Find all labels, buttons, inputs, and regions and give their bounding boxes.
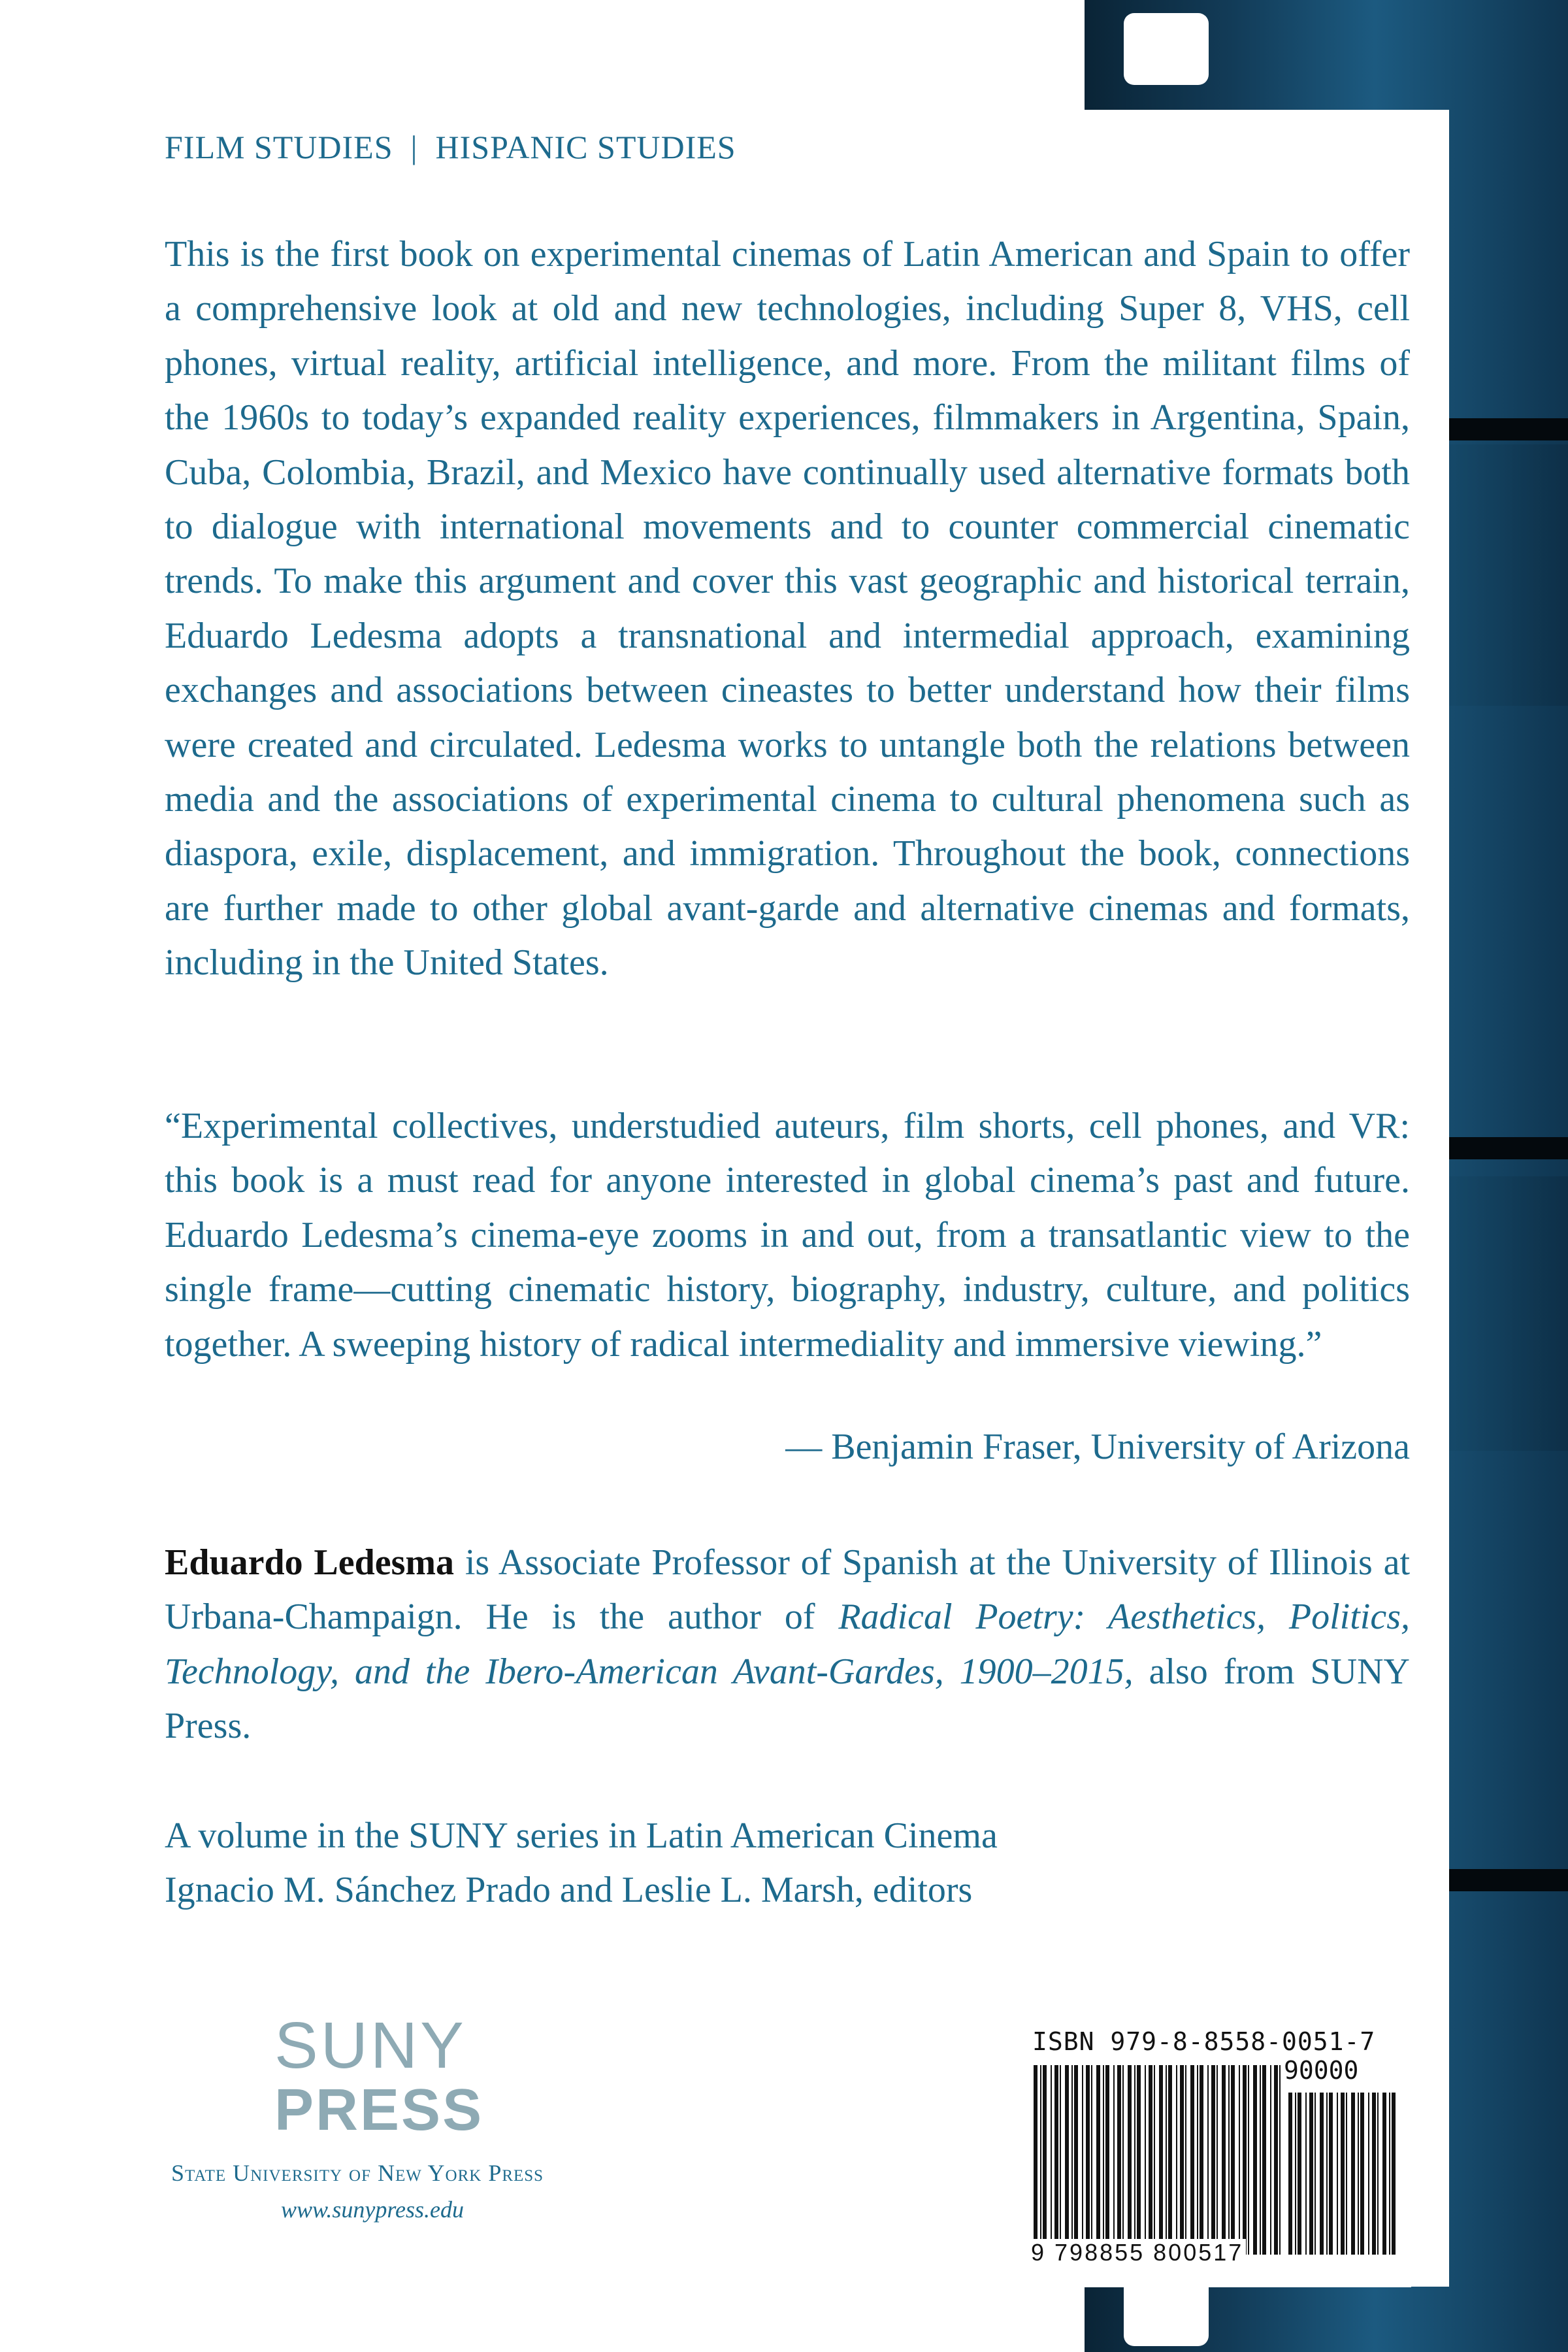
publisher-website: www.sunypress.edu	[281, 2196, 465, 2223]
bio-text-after: also from SUNY Press.	[165, 1651, 1410, 1747]
price-barcode	[1287, 2093, 1398, 2255]
cover-bottom-margin	[0, 2287, 1085, 2352]
isbn-barcode	[1032, 2065, 1287, 2255]
bio-text-before: is Associate Professor of Spanish at the University of Illinois at Urbana-Champaign. He is the author of	[165, 1542, 1410, 1638]
isbn-text: ISBN 979-8-8558-0051-7	[1032, 2027, 1376, 2056]
author-bio	[165, 1536, 1410, 1754]
publisher-name: State University of New York Press	[171, 2160, 544, 2186]
barcode-area	[1019, 2013, 1411, 2287]
endorsement-quote: “Experimental collectives, understudied auteurs, film shorts, cell phones, and VR: this book is a must read for anyone interested in global cinema’s past and future. Eduardo Ledesma’s cinema-eye zooms in and out, from a transatlantic view to the single frame—cutting cinematic history, biography, industry, culture, and politics together. A sweeping history of radical intermediality and immersive viewing.”	[165, 1106, 1410, 1365]
previous-book-title: Radical Poetry: Aesthetics, Politics, Technology, and the Ibero-American Avant-Gardes, 1900–2015,	[165, 1597, 1410, 1692]
publisher-logo-press: PRESS	[274, 2078, 484, 2143]
endorsement-attribution: — Benjamin Fraser, University of Arizona	[785, 1427, 1410, 1467]
series-editors: Ignacio M. Sánchez Prado and Leslie L. Marsh, editors	[165, 1870, 973, 1911]
author-name: Eduardo Ledesma	[165, 1542, 455, 1583]
series-line: A volume in the SUNY series in Latin American Cinema	[165, 1815, 998, 1856]
publisher-logo-suny: SUNY	[274, 2009, 466, 2082]
category-heading: FILM STUDIES | HISPANIC STUDIES	[165, 129, 736, 165]
book-description: This is the first book on experimental cinemas of Latin American and Spain to offer a comprehensive look at old and new technologies, including Super 8, VHS, cell phones, virtual reality, artificial intelligence, and more. From the militant films of the 1960s to today’s expanded reality experiences, filmmakers in Argentina, Spain, Cuba, Colombia, Brazil, and Mexico have continually used alternative formats both to dialogue with international movements and to counter commercial cinematic trends. To make this argument and cover this vast geographic and historical terrain, Eduardo Ledesma adopts a transnational and intermedial approach, examining exchanges and associations between cineastes to better understand how their films were created and circulated. Ledesma works to untangle both the relations between media and the associations of experimental cinema to cultural phenomena such as diaspora, exile, displacement, and immigration. Throughout the book, connections are further made to other global avant-garde and alternative cinemas and formats, including in the United States.	[165, 234, 1410, 984]
cover-top-margin	[0, 0, 1085, 110]
ean-digits: 9 798855 800517	[1028, 2239, 1246, 2266]
price-code: 90000	[1284, 2056, 1359, 2085]
series-info	[165, 1809, 1410, 1918]
film-sprocket-hole	[1124, 13, 1209, 85]
